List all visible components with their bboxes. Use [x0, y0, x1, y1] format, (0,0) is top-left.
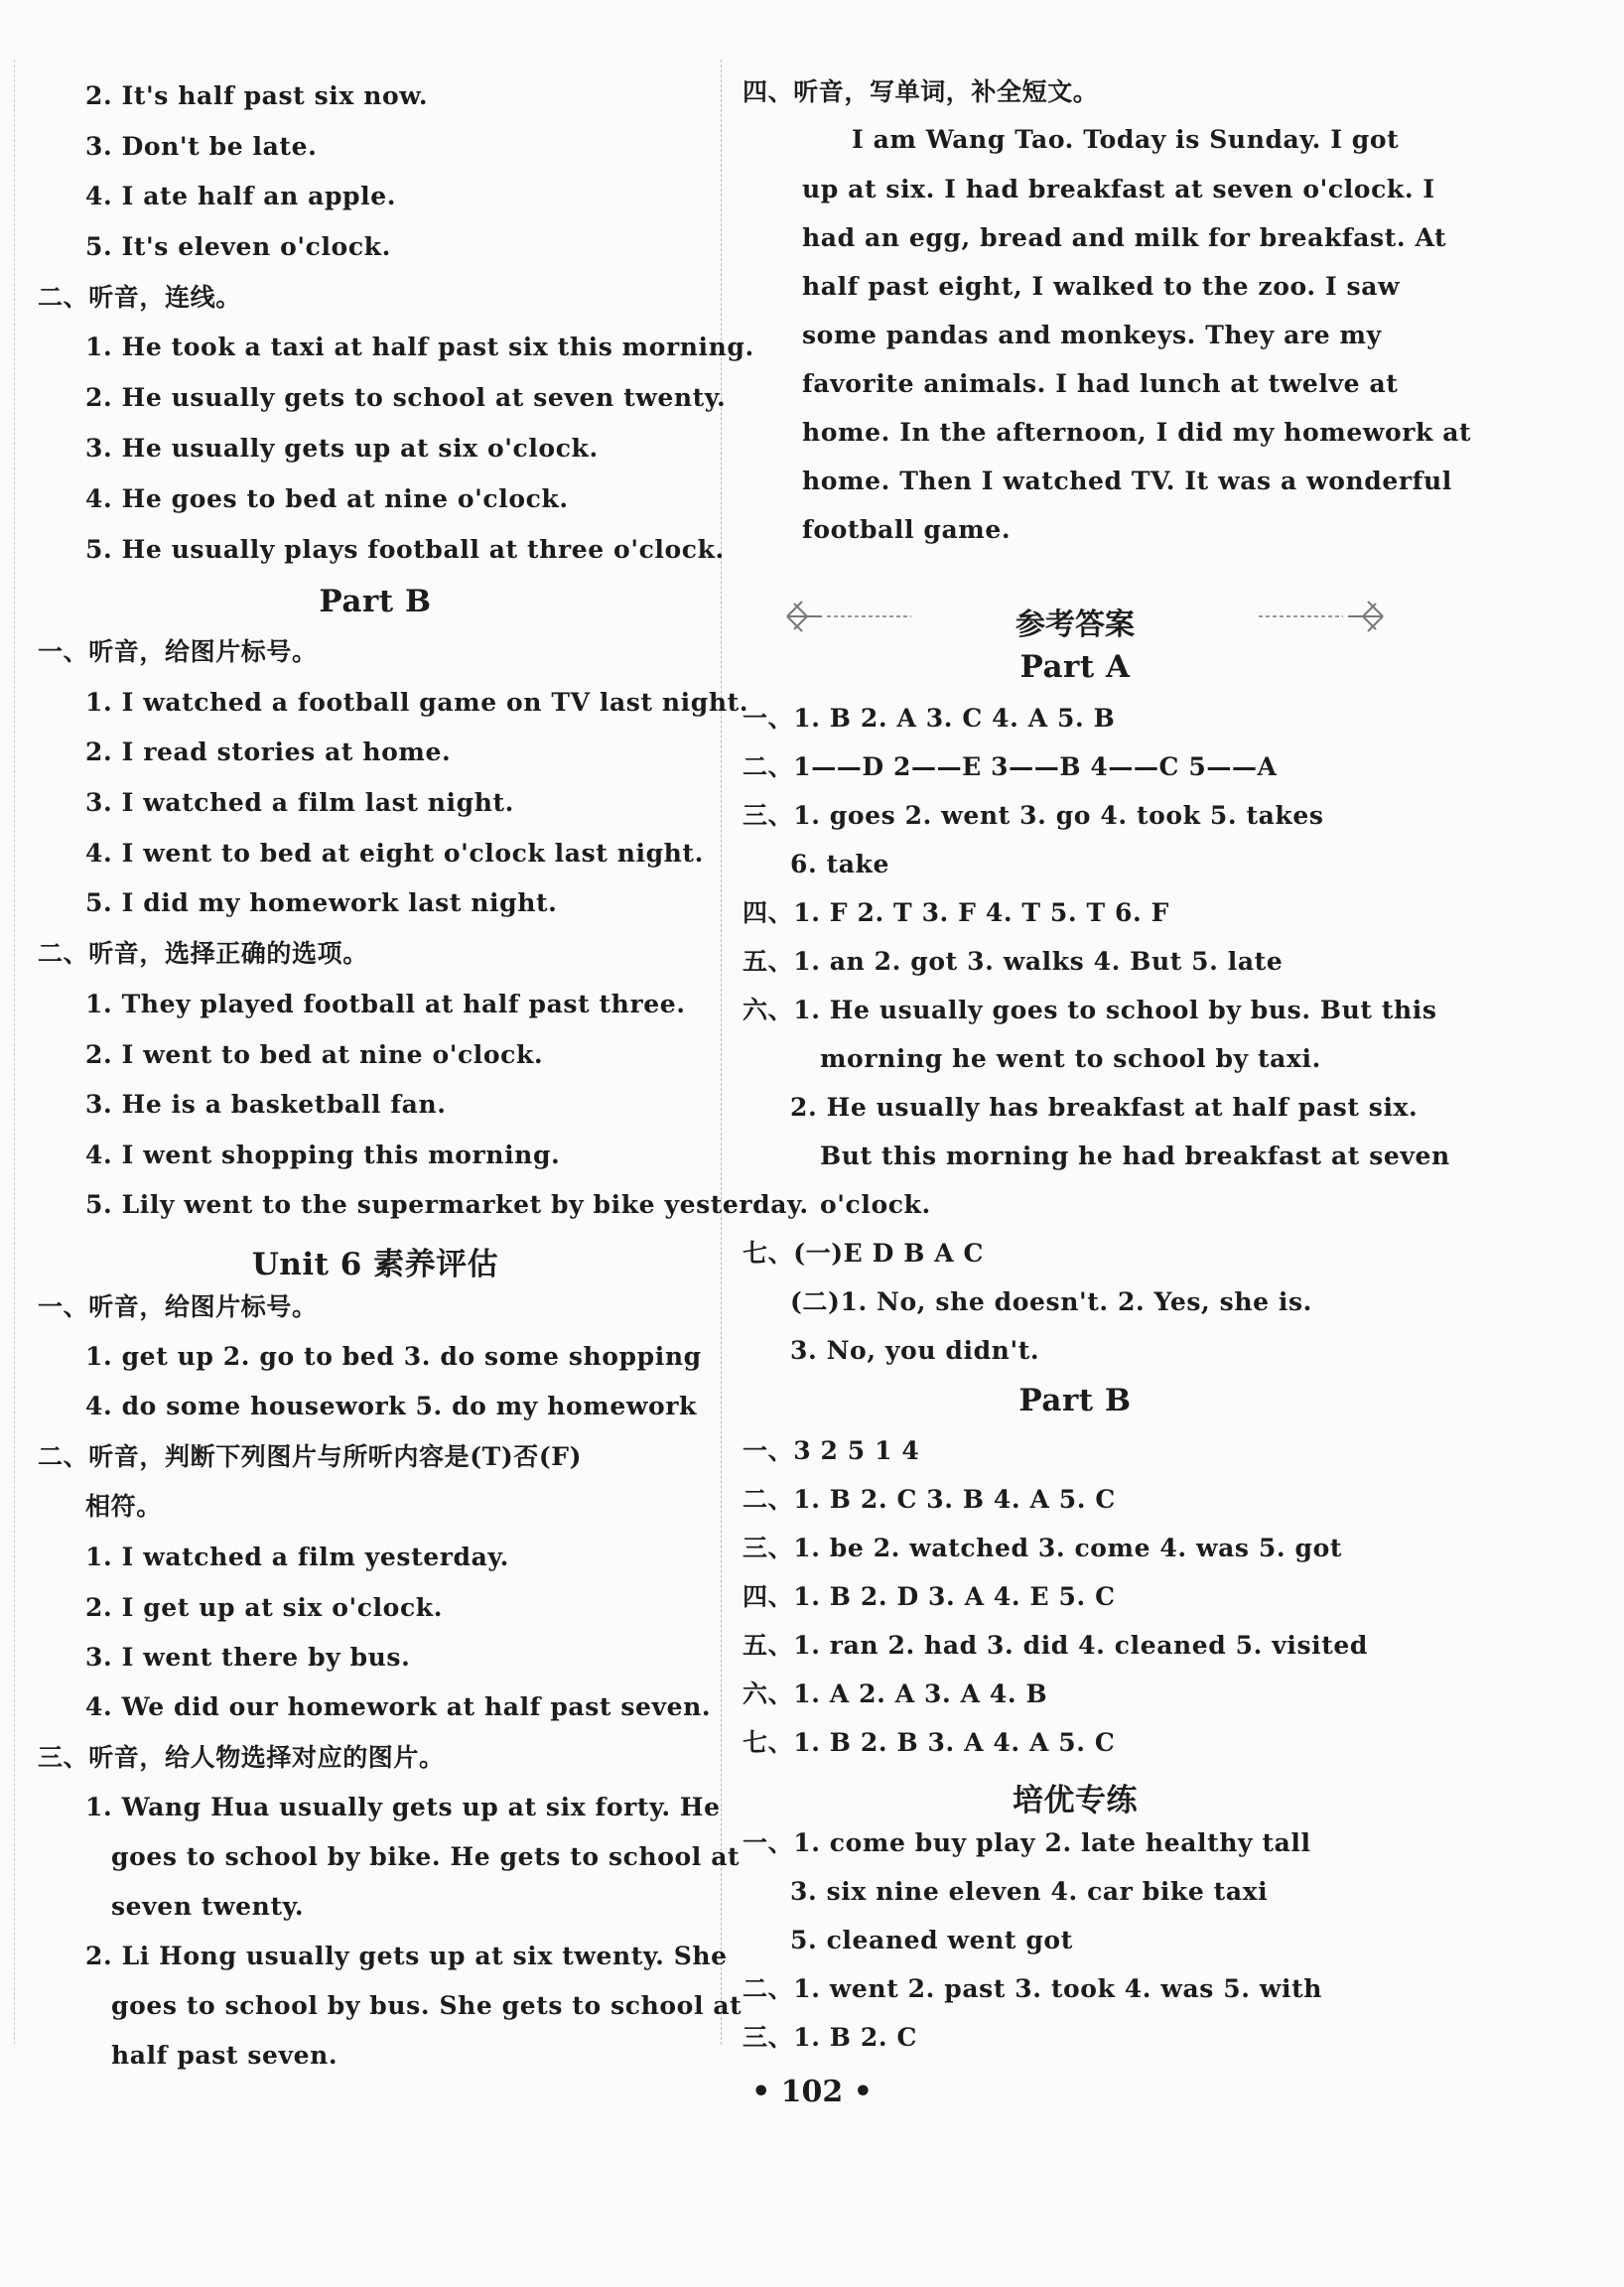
- section-title: 二、听音，连线。: [38, 283, 241, 312]
- answer-line: 六、1. A 2. A 3. A 4. B: [743, 1680, 1048, 1708]
- text-line: 3. I went there by bus.: [85, 1643, 411, 1672]
- answer-line: But this morning he had breakfast at seven: [820, 1142, 1450, 1170]
- text-line: 5. I did my homework last night.: [85, 888, 558, 917]
- answer-line: 五、1. an 2. got 3. walks 4. But 5. late: [743, 947, 1284, 976]
- text-line: 3. He is a basketball fan.: [85, 1090, 447, 1119]
- text-line: 4. I ate half an apple.: [85, 182, 397, 210]
- text-line: goes to school by bus. She gets to school at: [111, 1991, 743, 2020]
- answer-line: 五、1. ran 2. had 3. did 4. cleaned 5. visited: [743, 1631, 1369, 1660]
- text-line: goes to school by bike. He gets to school at: [111, 1842, 741, 1871]
- answer-line: 七、1. B 2. B 3. A 4. A 5. C: [743, 1728, 1116, 1757]
- answer-line: 一、1. come buy play 2. late healthy tall: [743, 1828, 1311, 1857]
- text-line: 2. It's half past six now.: [85, 81, 429, 110]
- text-line: 1. I watched a film yesterday.: [85, 1543, 509, 1571]
- section-title: 四、听音，写单词，补全短文。: [743, 77, 1099, 106]
- text-line: 1. get up 2. go to bed 3. do some shopping: [85, 1342, 702, 1371]
- text-line: 3. He usually gets up at six o'clock.: [85, 434, 599, 463]
- passage-line: I am Wang Tao. Today is Sunday. I got: [852, 125, 1400, 154]
- answer-line: 一、3 2 5 1 4: [743, 1436, 920, 1465]
- text-line: 2. I get up at six o'clock.: [85, 1593, 443, 1622]
- section-title: 三、听音，给人物选择对应的图片。: [38, 1743, 445, 1772]
- text-line: 1. They played football at half past three.: [85, 990, 686, 1018]
- answer-line: 二、1. went 2. past 3. took 4. was 5. with: [743, 1974, 1323, 2003]
- text-line: 2. He usually gets to school at seven twenty.: [85, 383, 727, 412]
- text-line: 4. do some housework 5. do my homework: [85, 1392, 697, 1420]
- answer-line: 3. six nine eleven 4. car bike taxi: [790, 1877, 1269, 1906]
- answer-line: 三、1. goes 2. went 3. go 4. took 5. takes: [743, 801, 1324, 830]
- left-margin-rule: [14, 60, 15, 2045]
- answer-line: 二、1. B 2. C 3. B 4. A 5. C: [743, 1485, 1116, 1514]
- passage-line: up at six. I had breakfast at seven o'clock. I: [802, 175, 1435, 203]
- answer-line: o'clock.: [820, 1190, 931, 1219]
- passage-line: home. In the afternoon, I did my homework at: [802, 418, 1472, 447]
- answer-line: 四、1. F 2. T 3. F 4. T 5. T 6. F: [743, 898, 1169, 927]
- answer-line: 四、1. B 2. D 3. A 4. E 5. C: [743, 1582, 1116, 1611]
- text-line: 1. He took a taxi at half past six this morning.: [85, 333, 754, 361]
- answer-line: 六、1. He usually goes to school by bus. But this: [743, 996, 1437, 1024]
- text-line: 5. It's eleven o'clock.: [85, 232, 391, 261]
- answer-line: 二、1——D 2——E 3——B 4——C 5——A: [743, 752, 1278, 781]
- text-line: half past seven.: [111, 2041, 338, 2070]
- text-line: 1. I watched a football game on TV last night.: [85, 688, 749, 717]
- section-title: 二、听音，判断下列图片与所听内容是(T)否(F): [38, 1442, 583, 1471]
- section-title: 二、听音，选择正确的选项。: [38, 939, 368, 968]
- text-line: seven twenty.: [111, 1892, 305, 1921]
- passage-line: favorite animals. I had lunch at twelve at: [802, 369, 1399, 398]
- section-title-cont: 相符。: [85, 1492, 162, 1521]
- answer-line: 七、(一)E D B A C: [743, 1239, 985, 1268]
- text-line: 4. He goes to bed at nine o'clock.: [85, 484, 569, 513]
- answer-line: (二)1. No, she doesn't. 2. Yes, she is.: [790, 1287, 1312, 1316]
- text-line: 3. I watched a film last night.: [85, 788, 514, 817]
- text-line: 2. Li Hong usually gets up at six twenty. She: [85, 1942, 728, 1970]
- text-line: 4. I went to bed at eight o'clock last night.: [85, 839, 704, 868]
- right-arrow-ornament-icon: [1249, 592, 1388, 641]
- passage-line: football game.: [802, 515, 1012, 544]
- passage-line: some pandas and monkeys. They are my: [802, 321, 1382, 349]
- text-line: 5. Lily went to the supermarket by bike yesterday.: [85, 1190, 809, 1219]
- answer-line: 三、1. B 2. C: [743, 2023, 917, 2052]
- answer-line: 3. No, you didn't.: [790, 1336, 1040, 1365]
- answer-line: morning he went to school by taxi.: [820, 1044, 1321, 1073]
- text-line: 2. I went to bed at nine o'clock.: [85, 1040, 544, 1069]
- peiyou-heading: 培优专练: [1013, 1783, 1138, 1818]
- passage-line: half past eight, I walked to the zoo. I saw: [802, 272, 1401, 301]
- text-line: 1. Wang Hua usually gets up at six forty. He: [85, 1793, 721, 1821]
- answer-line: 5. cleaned went got: [790, 1926, 1073, 1954]
- part-b-heading: Part B: [319, 584, 432, 619]
- answer-line: 三、1. be 2. watched 3. come 4. was 5. got: [743, 1534, 1343, 1562]
- text-line: 2. I read stories at home.: [85, 738, 452, 766]
- part-b-answers-heading: Part B: [1018, 1383, 1132, 1418]
- answer-line: 6. take: [790, 850, 889, 878]
- section-title: 一、听音，给图片标号。: [38, 1292, 318, 1321]
- text-line: 4. I went shopping this morning.: [85, 1141, 561, 1169]
- answer-line: 一、1. B 2. A 3. C 4. A 5. B: [743, 704, 1116, 733]
- passage-line: had an egg, bread and milk for breakfast. At: [802, 223, 1447, 252]
- section-title: 一、听音，给图片标号。: [38, 637, 318, 666]
- text-line: 4. We did our homework at half past seven.: [85, 1692, 712, 1721]
- page-number: • 102 •: [751, 2075, 873, 2109]
- part-a-heading: Part A: [1019, 649, 1131, 685]
- unit6-heading: Unit 6 素养评估: [251, 1247, 499, 1282]
- answers-title: 参考答案: [1015, 607, 1135, 642]
- passage-line: home. Then I watched TV. It was a wonderful: [802, 467, 1452, 495]
- text-line: 3. Don't be late.: [85, 132, 318, 161]
- text-line: 5. He usually plays football at three o'clock.: [85, 535, 725, 564]
- answer-line: 2. He usually has breakfast at half past six.: [790, 1093, 1419, 1122]
